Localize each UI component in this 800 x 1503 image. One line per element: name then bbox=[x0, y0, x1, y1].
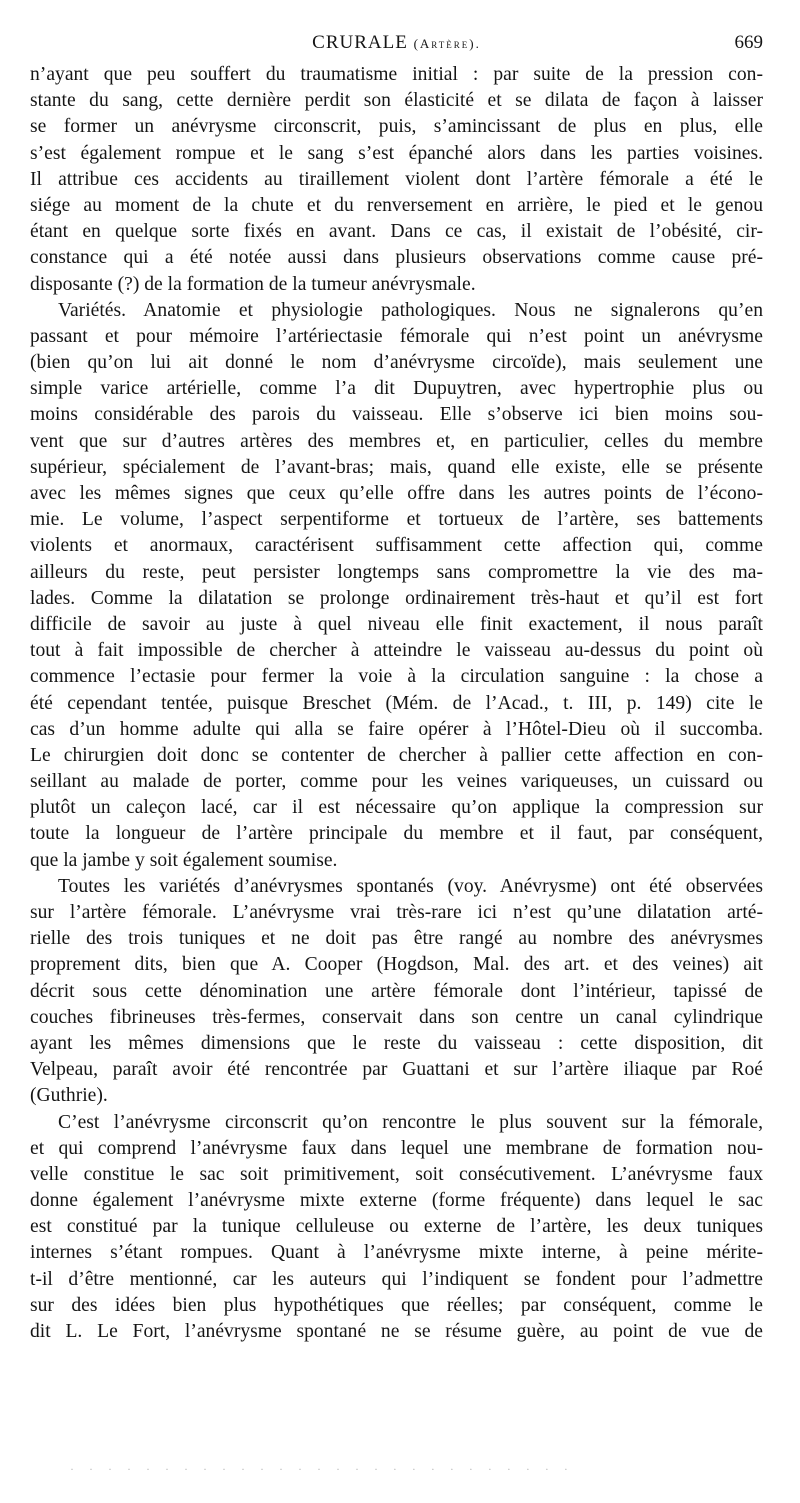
text-line: seillant au malade de porter, comme pour les veines variqueuses, un cuissard ou bbox=[30, 771, 763, 793]
text-line: lades. Comme la dilatation se prolonge ordinairement très-haut et qu’il est fort bbox=[30, 587, 763, 609]
page-number: 669 bbox=[734, 32, 763, 53]
text-line: Toutes les variétés d’anévrysmes spontanés (voy. Anévrysme) ont été observées bbox=[58, 875, 763, 897]
text-line: C’est l’anévrysme circonscrit qu’on rencontre le plus souvent sur la fémorale, bbox=[58, 1111, 763, 1133]
running-title bbox=[30, 32, 763, 54]
text-line: Le chirurgien doit donc se contenter de chercher à pallier cette affection en con- bbox=[30, 744, 763, 766]
text-line: été cependant tentée, puisque Breschet (Mém. de l’Acad., t. III, p. 149) cite le bbox=[30, 692, 763, 714]
text-line: Velpeau, paraît avoir été rencontrée par Guattani et sur l’artère iliaque par Roé bbox=[30, 1059, 763, 1081]
text-line: moins considérable des parois du vaisseau. Elle s’observe ici bien moins sou- bbox=[30, 404, 763, 426]
body-text bbox=[30, 62, 763, 1345]
text-line: est constitué par la tunique celluleuse ou externe de l’artère, les deux tuniques bbox=[30, 1216, 763, 1238]
text-line: et qui comprend l’anévrysme faux dans lequel une membrane de formation nou- bbox=[30, 1137, 763, 1159]
text-line: plutôt un caleçon lacé, car il est nécessaire qu’on applique la compression sur bbox=[30, 797, 763, 819]
text-line: couches fibrineuses très-fermes, conservait dans son centre un canal cylindrique bbox=[30, 1006, 763, 1028]
text-line: décrit sous cette dénomination une artère fémorale dont l’intérieur, tapissé de bbox=[30, 980, 763, 1002]
text-line: commence l’ectasie pour fermer la voie à la circulation sanguine : la chose a bbox=[30, 666, 763, 688]
text-line: tout à fait impossible de chercher à atteindre le vaisseau au-dessus du point où bbox=[30, 640, 763, 662]
text-line: difficile de savoir au juste à quel niveau elle finit exactement, il nous paraît bbox=[30, 613, 763, 635]
text-line: cas d’un homme adulte qui alla se faire opérer à l’Hôtel-Dieu où il succomba. bbox=[30, 718, 763, 740]
text-line: (bien qu’on lui ait donné le nom d’anévrysme circoïde), mais seulement une bbox=[30, 352, 763, 374]
text-line: disposante (?) de la formation de la tumeur anévrysmale. bbox=[30, 273, 476, 295]
text-line: t-il d’être mentionné, car les auteurs qui l’indiquent se fondent pour l’admettre bbox=[30, 1268, 763, 1290]
text-line: Il attribue ces accidents au tiraillement violent dont l’artère fémorale a été le bbox=[30, 168, 763, 190]
text-line: sur des idées bien plus hypothétiques que réelles; par conséquent, comme le bbox=[30, 1294, 763, 1316]
text-line: vent que sur d’autres artères des membres et, en particulier, celles du membre bbox=[30, 430, 763, 452]
text-line: s’est également rompue et le sang s’est épanché alors dans les parties voisines. bbox=[30, 142, 763, 164]
text-line: toute la longueur de l’artère principale du membre et il faut, par conséquent, bbox=[30, 823, 763, 845]
text-line: velle constitue le sac soit primitivement, soit consécutivement. L’anévrysme faux bbox=[30, 1163, 763, 1185]
text-line: supérieur, spécialement de l’avant-bras; mais, quand elle existe, elle se présente bbox=[30, 456, 763, 478]
text-line: siége au moment de la chute et du renversement en arrière, le pied et le genou bbox=[30, 194, 763, 216]
text-line: stante du sang, cette dernière perdit son élasticité et se dilata de façon à laisser bbox=[30, 90, 763, 112]
text-line: (Guthrie). bbox=[30, 1085, 108, 1107]
text-line: violents et anormaux, caractérisent suffisamment cette affection qui, comme bbox=[30, 535, 763, 557]
header-subtitle: (Artère). bbox=[413, 36, 481, 51]
text-line: mie. Le volume, l’aspect serpentiforme et tortueux de l’artère, ses battements bbox=[30, 509, 763, 531]
text-line: simple varice artérielle, comme l’a dit Dupuytren, avec hypertrophie plus ou bbox=[30, 378, 763, 400]
text-line: avec les mêmes signes que ceux qu’elle offre dans les autres points de l’écono- bbox=[30, 483, 763, 504]
text-line: passant et pour mémoire l’artériectasie fémorale qui n’est point un anévrysme bbox=[30, 325, 763, 347]
header-title: CRURALE bbox=[312, 32, 408, 53]
page-bleed-marks: · · · · · · · · · · · · · · · · · · · · · · · · · · · bbox=[70, 1462, 574, 1476]
text-line: proprement dits, bien que A. Cooper (Hogdson, Mal. des art. et des veines) ait bbox=[30, 954, 763, 976]
text-line: internes s’étant rompues. Quant à l’anévrysme mixte interne, à peine mérite- bbox=[30, 1242, 763, 1264]
text-line: donne également l’anévrysme mixte externe (forme fréquente) dans lequel le sac bbox=[30, 1190, 763, 1212]
text-line: ailleurs du reste, peut persister longtemps sans compromettre la vie des ma- bbox=[30, 561, 763, 583]
text-line: que la jambe y soit également soumise. bbox=[30, 849, 338, 871]
text-line: ayant les mêmes dimensions que le reste du vaisseau : cette disposition, dit bbox=[30, 1032, 763, 1054]
text-line: étant en quelque sorte fixés en avant. Dans ce cas, il existait de l’obésité, cir- bbox=[30, 221, 763, 243]
text-line: se former un anévrysme circonscrit, puis, s’amincissant de plus en plus, elle bbox=[30, 116, 763, 138]
running-header bbox=[30, 30, 763, 58]
text-line: rielle des trois tuniques et ne doit pas être rangé au nombre des anévrysmes bbox=[30, 928, 763, 950]
text-line: constance qui a été notée aussi dans plusieurs observations comme cause pré- bbox=[30, 247, 763, 269]
text-line: Variétés. Anatomie et physiologie pathologiques. Nous ne signalerons qu’en bbox=[58, 299, 763, 321]
text-line: n’ayant que peu souffert du traumatisme initial : par suite de la pression con- bbox=[30, 64, 763, 85]
text-line: sur l’artère fémorale. L’anévrysme vrai très-rare ici n’est qu’une dilatation arté- bbox=[30, 902, 763, 923]
text-line: dit L. Le Fort, l’anévrysme spontané ne se résume guère, au point de vue de bbox=[30, 1321, 763, 1342]
